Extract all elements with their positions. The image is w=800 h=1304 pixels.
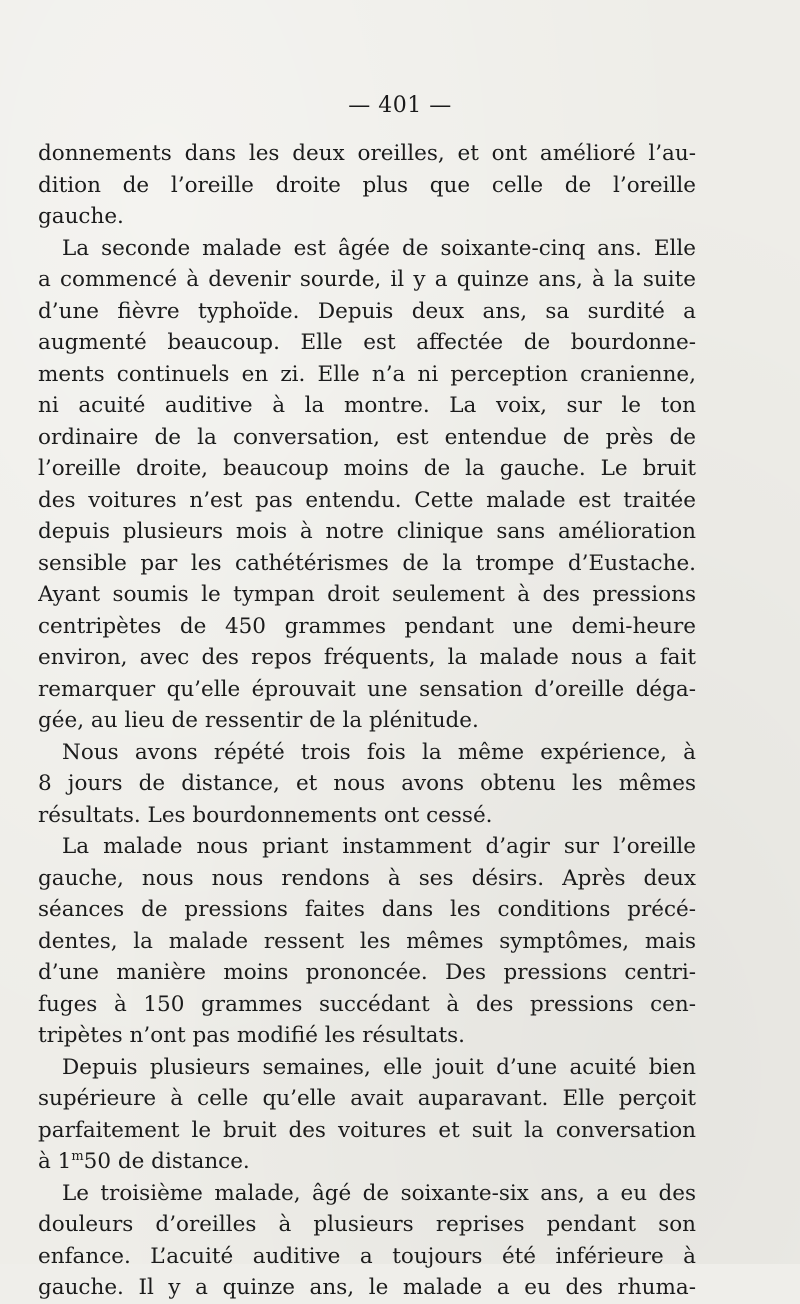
text-line: donnements dans les deux oreilles, et ont amélioré l’au- xyxy=(38,141,696,166)
text-line: des voitures n’est pas entendu. Cette malade est traitée xyxy=(38,487,696,513)
text-line: enfance. L’acuité auditive a toujours été inférieure à xyxy=(38,1243,696,1269)
text-line: supérieure à celle qu’elle avait auparavant. Elle perçoit xyxy=(38,1086,696,1111)
text-line: ordinaire de la conversation, est entendue de près de xyxy=(38,424,696,450)
text-fragment: à 1 xyxy=(38,1149,72,1174)
text-line: dentes, la malade ressent les mêmes symptômes, mais xyxy=(38,928,696,954)
text-line: depuis plusieurs mois à notre clinique sans amélioration xyxy=(38,519,696,544)
text-line xyxy=(38,1146,696,1178)
text-line: gauche, nous nous rendons à ses désirs. Après deux xyxy=(38,865,696,891)
text-line: parfaitement le bruit des voitures et suit la conversation xyxy=(38,1117,696,1143)
text-line: augmenté beaucoup. Elle est affectée de bourdonne- xyxy=(38,330,696,355)
text-line: Nous avons répété trois fois la même expérience, à xyxy=(62,739,696,765)
text-line: gauche. Il y a quinze ans, le malade a eu des rhuma- xyxy=(38,1275,696,1300)
text-line: ments continuels en zi. Elle n’a ni perception cranienne, xyxy=(38,361,696,387)
text-line: environ, avec des repos fréquents, la malade nous a fait xyxy=(38,645,696,670)
text-line: La seconde malade est âgée de soixante-cinq ans. Elle xyxy=(62,235,696,261)
text-line: d’une manière moins prononcée. Des pressions centri- xyxy=(38,960,696,985)
text-line: Depuis plusieurs semaines, elle jouit d’une acuité bien xyxy=(62,1054,696,1080)
text-line: a commencé à devenir sourde, il y a quinze ans, à la suite xyxy=(38,267,696,292)
text-line: résultats. Les bourdonnements ont cessé. xyxy=(38,802,493,828)
text-line: séances de pressions faites dans les conditions précé- xyxy=(38,897,696,922)
text-fragment: 50 de distance. xyxy=(83,1149,250,1174)
text-line: d’une fièvre typhoïde. Depuis deux ans, sa surdité a xyxy=(38,298,696,324)
text-line: Ayant soumis le tympan droit seulement à des pressions xyxy=(38,582,696,607)
text-line: La malade nous priant instamment d’agir sur l’oreille xyxy=(62,834,696,859)
text-line: dition de l’oreille droite plus que celle de l’oreille xyxy=(38,172,696,198)
text-line: 8 jours de distance, et nous avons obtenu les mêmes xyxy=(38,771,696,796)
text-line: l’oreille droite, beaucoup moins de la gauche. Le bruit xyxy=(38,456,696,481)
superscript: m xyxy=(71,1148,84,1164)
text-line: tripètes n’ont pas modifié les résultats. xyxy=(38,1023,465,1048)
text-line: sensible par les cathétérismes de la trompe d’Eustache. xyxy=(38,550,696,576)
text-line: remarquer qu’elle éprouvait une sensation d’oreille déga- xyxy=(38,676,696,702)
text-line: fuges à 150 grammes succédant à des pressions cen- xyxy=(38,991,696,1017)
text-line: Le troisième malade, âgé de soixante-six ans, a eu des xyxy=(62,1180,696,1206)
body-text xyxy=(38,138,696,1304)
text-line: centripètes de 450 grammes pendant une demi-heure xyxy=(38,613,696,639)
text-line: ni acuité auditive à la montre. La voix, sur le ton xyxy=(38,393,696,418)
text-line: gauche. xyxy=(38,204,124,229)
text-line: douleurs d’oreilles à plusieurs reprises pendant son xyxy=(38,1212,696,1237)
page-number: — 401 — xyxy=(348,93,452,118)
text-line: gée, au lieu de ressentir de la plénitude. xyxy=(38,708,479,733)
